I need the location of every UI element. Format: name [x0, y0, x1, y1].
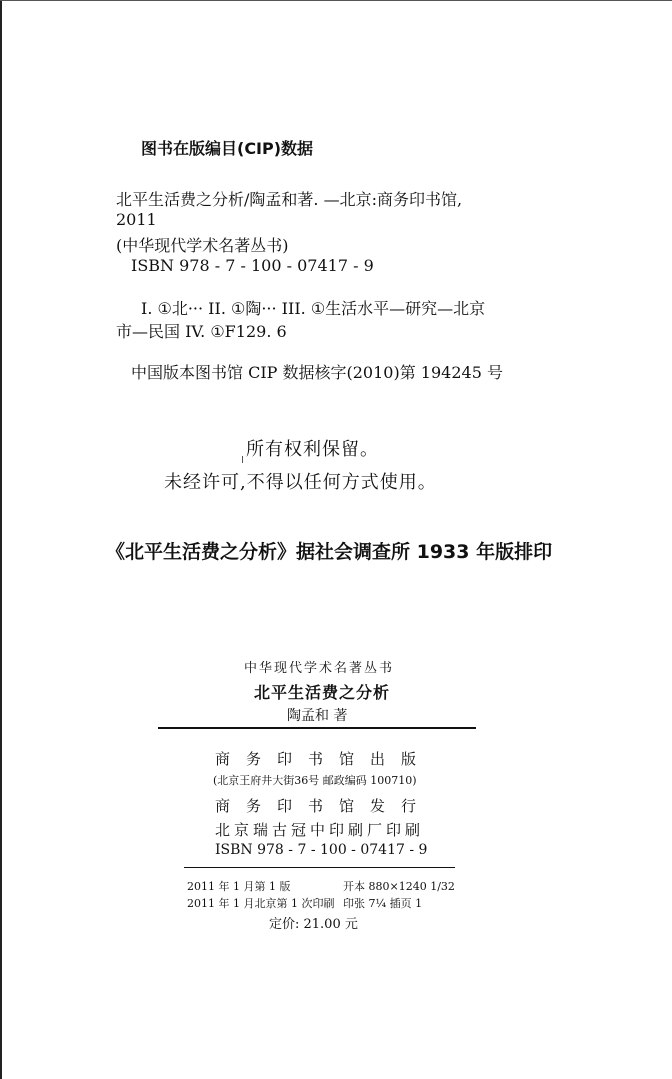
reprint-note: 《北平生活费之分析》据社会调查所 1933 年版排印	[106, 541, 553, 563]
page-top-border	[0, 0, 672, 1]
cip-line-classification: I. ①北··· II. ①陶··· III. ①生活水平—研究—北京	[141, 299, 486, 318]
print-mark	[242, 456, 243, 463]
page-left-border	[0, 0, 2, 1079]
colophon-sheets: 印张 7¼ 插页 1	[343, 897, 423, 910]
colophon-publisher: 商务印书馆出版	[215, 750, 433, 768]
cip-line-series: (中华现代学术名著丛书)	[116, 236, 289, 255]
colophon-printer: 北京瑞古冠中印刷厂印刷	[215, 821, 425, 839]
rights-no-use: 未经许可,不得以任何方式使用。	[164, 472, 437, 493]
cip-line-classification-cont: 市—民国 IV. ①F129. 6	[116, 322, 287, 341]
colophon-edition: 2011 年 1 月第 1 版	[187, 880, 291, 893]
colophon-distributor: 商务印书馆发行	[215, 797, 433, 815]
cip-line-isbn: ISBN 978 - 7 - 100 - 07417 - 9	[131, 256, 374, 275]
cip-line-verification: 中国版本图书馆 CIP 数据核字(2010)第 194245 号	[131, 363, 503, 382]
colophon-top-rule	[158, 727, 476, 729]
cip-header: 图书在版编目(CIP)数据	[141, 139, 314, 158]
colophon-author: 陶孟和 著	[287, 708, 348, 724]
cip-line-year: 2011	[116, 210, 157, 229]
colophon-bottom-rule	[184, 867, 455, 868]
colophon-book-title: 北平生活费之分析	[254, 683, 391, 702]
rights-reserved: 所有权利保留。	[246, 439, 379, 460]
colophon-price: 定价: 21.00 元	[269, 917, 358, 932]
colophon-format: 开本 880×1240 1/32	[343, 880, 455, 893]
colophon-printing: 2011 年 1 月北京第 1 次印刷	[187, 897, 335, 910]
colophon-address: (北京王府井大街36号 邮政编码 100710)	[213, 774, 417, 787]
colophon-series: 中华现代学术名著丛书	[244, 661, 395, 676]
cip-line-title: 北平生活费之分析/陶孟和著. —北京:商务印书馆,	[116, 190, 463, 209]
colophon-isbn: ISBN 978 - 7 - 100 - 07417 - 9	[215, 842, 428, 858]
